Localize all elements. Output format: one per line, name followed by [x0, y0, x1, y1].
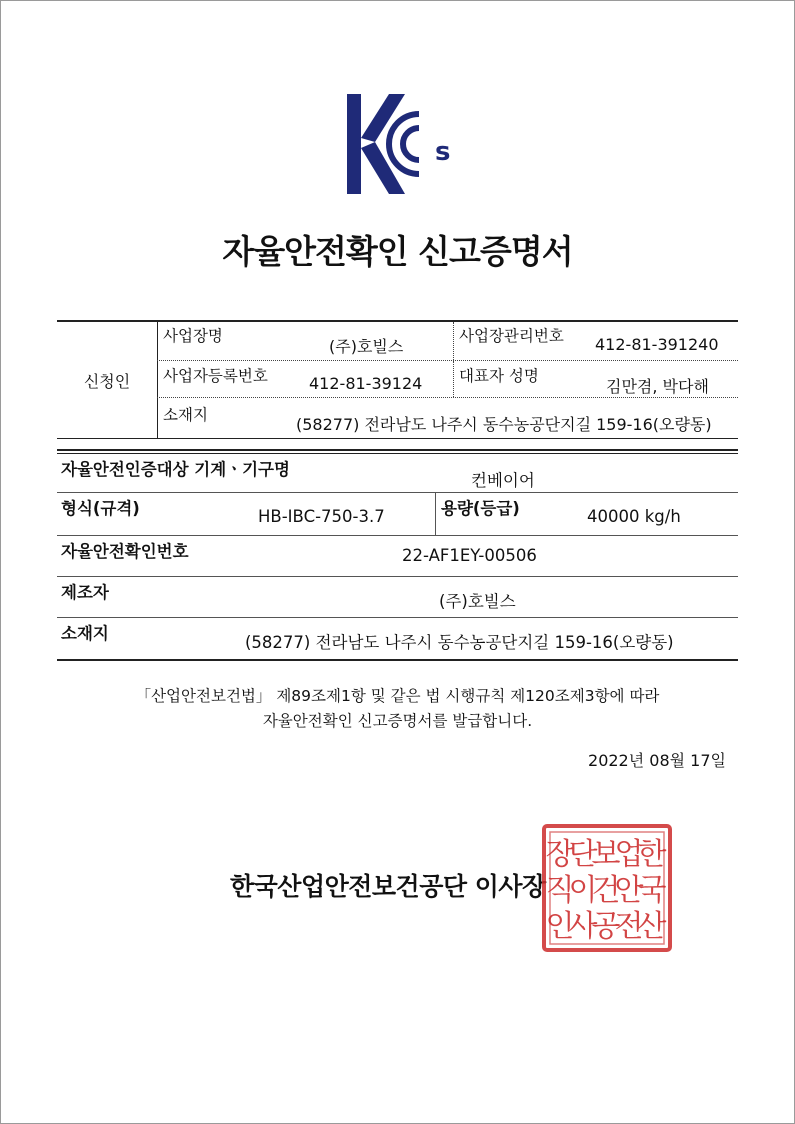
business-name-value: (주)호빌스	[329, 337, 404, 356]
equipment-value: 컨베이어	[471, 471, 535, 490]
applicant-section	[57, 320, 738, 439]
applicant-row-address	[157, 398, 738, 438]
seal-character: 한	[637, 837, 667, 872]
applicant-address-value: (58277) 전라남도 나주시 동수농공단지길 159-16(오량동)	[296, 415, 712, 434]
seal-character: 이	[568, 873, 598, 908]
model-value: HB-IBC-750-3.7	[258, 507, 385, 526]
confirm-no-value: 22-AF1EY-00506	[402, 546, 537, 565]
capacity-label: 용량(등급)	[441, 499, 520, 518]
kcs-logo	[345, 92, 465, 196]
seal-character: 직	[545, 873, 575, 908]
capacity-value: 40000 kg/h	[587, 507, 681, 526]
applicant-label: 신청인	[57, 322, 158, 438]
details-row-equipment	[57, 454, 738, 493]
official-seal-stamp	[540, 822, 674, 954]
registration-no-label: 사업자등록번호	[163, 367, 268, 385]
issue-date: 2022년 08월 17일	[588, 751, 726, 770]
representative-label: 대표자 성명	[459, 367, 539, 385]
workplace-no-label: 사업장관리번호	[459, 327, 564, 345]
legal-basis-text	[0, 684, 795, 734]
seal-character: 국	[637, 873, 667, 908]
workplace-no-value: 412-81-391240	[595, 335, 719, 354]
maker-address-value: (58277) 전라남도 나주시 동수농공단지길 159-16(오량동)	[245, 633, 674, 652]
seal-character: 건	[591, 873, 621, 908]
seal-character: 업	[614, 837, 644, 872]
maker-address-label: 소재지	[61, 624, 109, 643]
row-divider	[453, 322, 454, 360]
model-label: 형식(규격)	[61, 499, 140, 518]
registration-no-value: 412-81-39124	[309, 374, 423, 393]
seal-character: 전	[614, 909, 644, 944]
details-row-address	[57, 618, 738, 661]
confirm-no-label: 자율안전확인번호	[61, 542, 189, 561]
legal-basis-line-1: 「산업안전보건법」 제89조제1항 및 같은 법 시행규칙 제120조제3항에 따라	[135, 687, 660, 705]
applicant-address-label: 소재지	[163, 406, 208, 424]
applicant-row-business	[157, 322, 738, 361]
details-row-confirm-no	[57, 536, 738, 577]
seal-character: 공	[591, 909, 621, 944]
seal-character: 장	[545, 837, 575, 872]
svg-text:s: s	[435, 137, 451, 167]
seal-character: 산	[637, 909, 667, 944]
applicant-row-registration	[157, 361, 738, 398]
business-name-label: 사업장명	[163, 327, 223, 345]
legal-basis-line-2: 자율안전확인 신고증명서를 발급합니다.	[262, 712, 533, 730]
row-divider	[453, 361, 454, 397]
seal-character: 안	[614, 873, 644, 908]
representative-value: 김만겸, 박다해	[606, 377, 709, 396]
equipment-label: 자율안전인증대상 기계ㆍ기구명	[61, 460, 290, 479]
seal-character: 인	[545, 909, 575, 944]
seal-character: 보	[591, 837, 621, 872]
seal-character: 사	[568, 909, 598, 944]
seal-character: 단	[568, 837, 598, 872]
details-row-maker	[57, 577, 738, 618]
maker-value: (주)호빌스	[439, 592, 516, 611]
page-title: 자율안전확인 신고증명서	[222, 232, 573, 271]
row-divider	[435, 493, 436, 535]
issuer-name: 한국산업안전보건공단 이사장	[230, 872, 546, 901]
details-row-model	[57, 493, 738, 536]
maker-label: 제조자	[61, 583, 109, 602]
